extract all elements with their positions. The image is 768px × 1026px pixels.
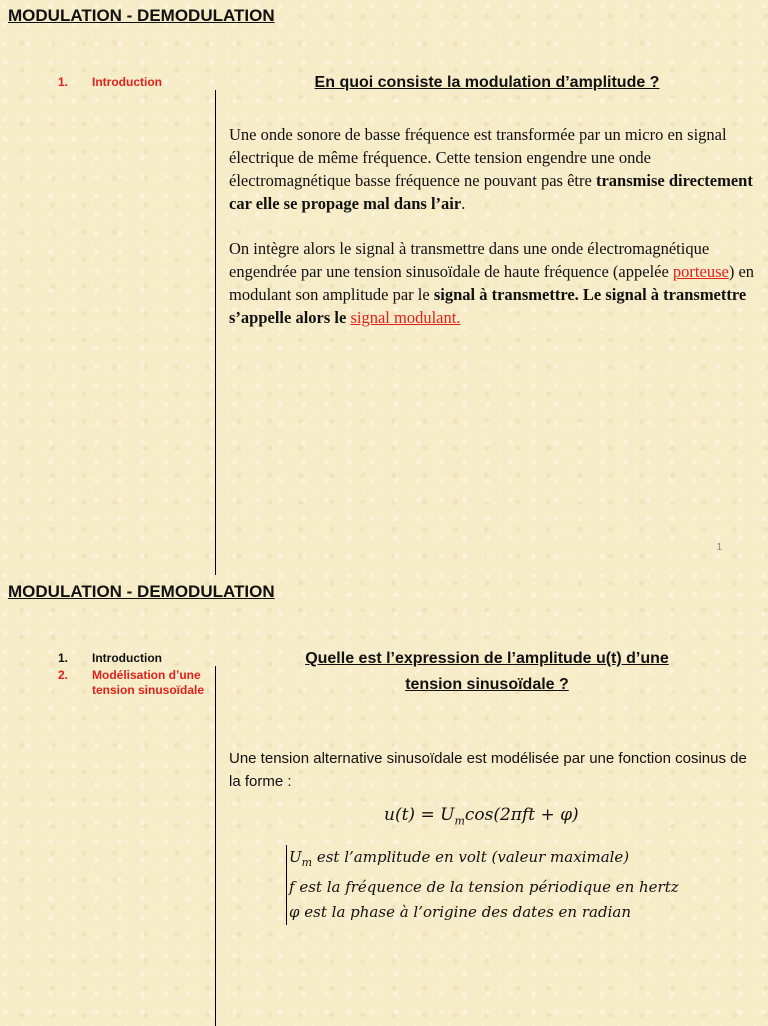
definition-text: est la fréquence de la tension périodique en hertz: [294, 878, 679, 896]
outline-item-label: Introduction: [92, 75, 162, 89]
slide-body: [229, 123, 761, 329]
outline-item-number: 2.: [58, 668, 69, 682]
paragraph-end: .: [461, 194, 466, 213]
outline-item-introduction[interactable]: [58, 651, 204, 666]
paragraph-2: [229, 237, 761, 329]
outline: [58, 651, 204, 698]
outline-item-number: 1.: [58, 651, 69, 665]
slide-title: MODULATION - DEMODULATION: [8, 582, 275, 601]
outline-item-label: Modélisation d’une: [92, 668, 201, 682]
paragraph-text: Une onde sonore de basse fréquence est transformée par un micro en signal électrique de même fréquence. Cette tension engendre une onde électromagnétique basse fréquence ne pouvant pas être: [229, 125, 727, 190]
question-line-2: tension sinusoïdale ?: [405, 676, 569, 693]
paragraph-text: ) en modulant son amplitude par le: [229, 262, 755, 304]
page-number: 1: [716, 542, 722, 553]
slide-description: Une tension alternative sinusoïdale est modélisée par une fonction cosinus de la forme :: [229, 750, 747, 790]
definition-amplitude: [289, 845, 679, 875]
definition-text: est la phase à l’origine des dates en radian: [299, 903, 631, 921]
bold-text: signal à transmettre. Le signal à transmettre s’appelle alors le: [229, 285, 747, 327]
definition-phase: [289, 900, 679, 925]
paragraph-1: [229, 123, 761, 215]
symbol-subscript: m: [301, 856, 313, 869]
outline-item-introduction[interactable]: [58, 75, 162, 90]
variable-definitions: [286, 845, 679, 925]
definition-frequency: [289, 875, 679, 900]
symbol: U: [289, 848, 302, 866]
symbol: f: [289, 878, 295, 896]
formula-rhs: cos(2πft + φ): [464, 805, 579, 825]
outline-item-label-2: tension sinusoïdale: [92, 683, 205, 697]
slide-2: [0, 576, 768, 1024]
slide-title: MODULATION - DEMODULATION: [8, 6, 275, 25]
slide-question: En quoi consiste la modulation d’amplitude ?: [314, 74, 660, 91]
symbol: φ: [289, 903, 300, 921]
definition-text: est l’amplitude en volt (valeur maximale): [312, 848, 630, 866]
formula-subscript: m: [454, 814, 465, 828]
vertical-divider: [215, 666, 216, 1026]
term-signal-modulant: signal modulant.: [350, 308, 461, 327]
formula-lhs: u(t) = U: [384, 805, 455, 825]
vertical-divider: [215, 90, 216, 575]
slide-question: [229, 646, 745, 698]
term-porteuse: porteuse: [672, 262, 729, 281]
bold-text: transmise directement car elle se propage mal dans l’air: [229, 171, 753, 213]
paragraph-text: On intègre alors le signal à transmettre dans une onde électromagnétique engendrée par une tension sinusoïdale de haute fréquence (appelée: [229, 239, 710, 281]
formula: [384, 805, 579, 827]
outline: [58, 75, 162, 90]
outline-item-number: 1.: [58, 75, 69, 89]
outline-item-modelisation[interactable]: [58, 668, 204, 698]
question-line-1: Quelle est l’expression de l’amplitude u(t) d’une: [305, 650, 669, 667]
outline-item-label: Introduction: [92, 651, 162, 665]
